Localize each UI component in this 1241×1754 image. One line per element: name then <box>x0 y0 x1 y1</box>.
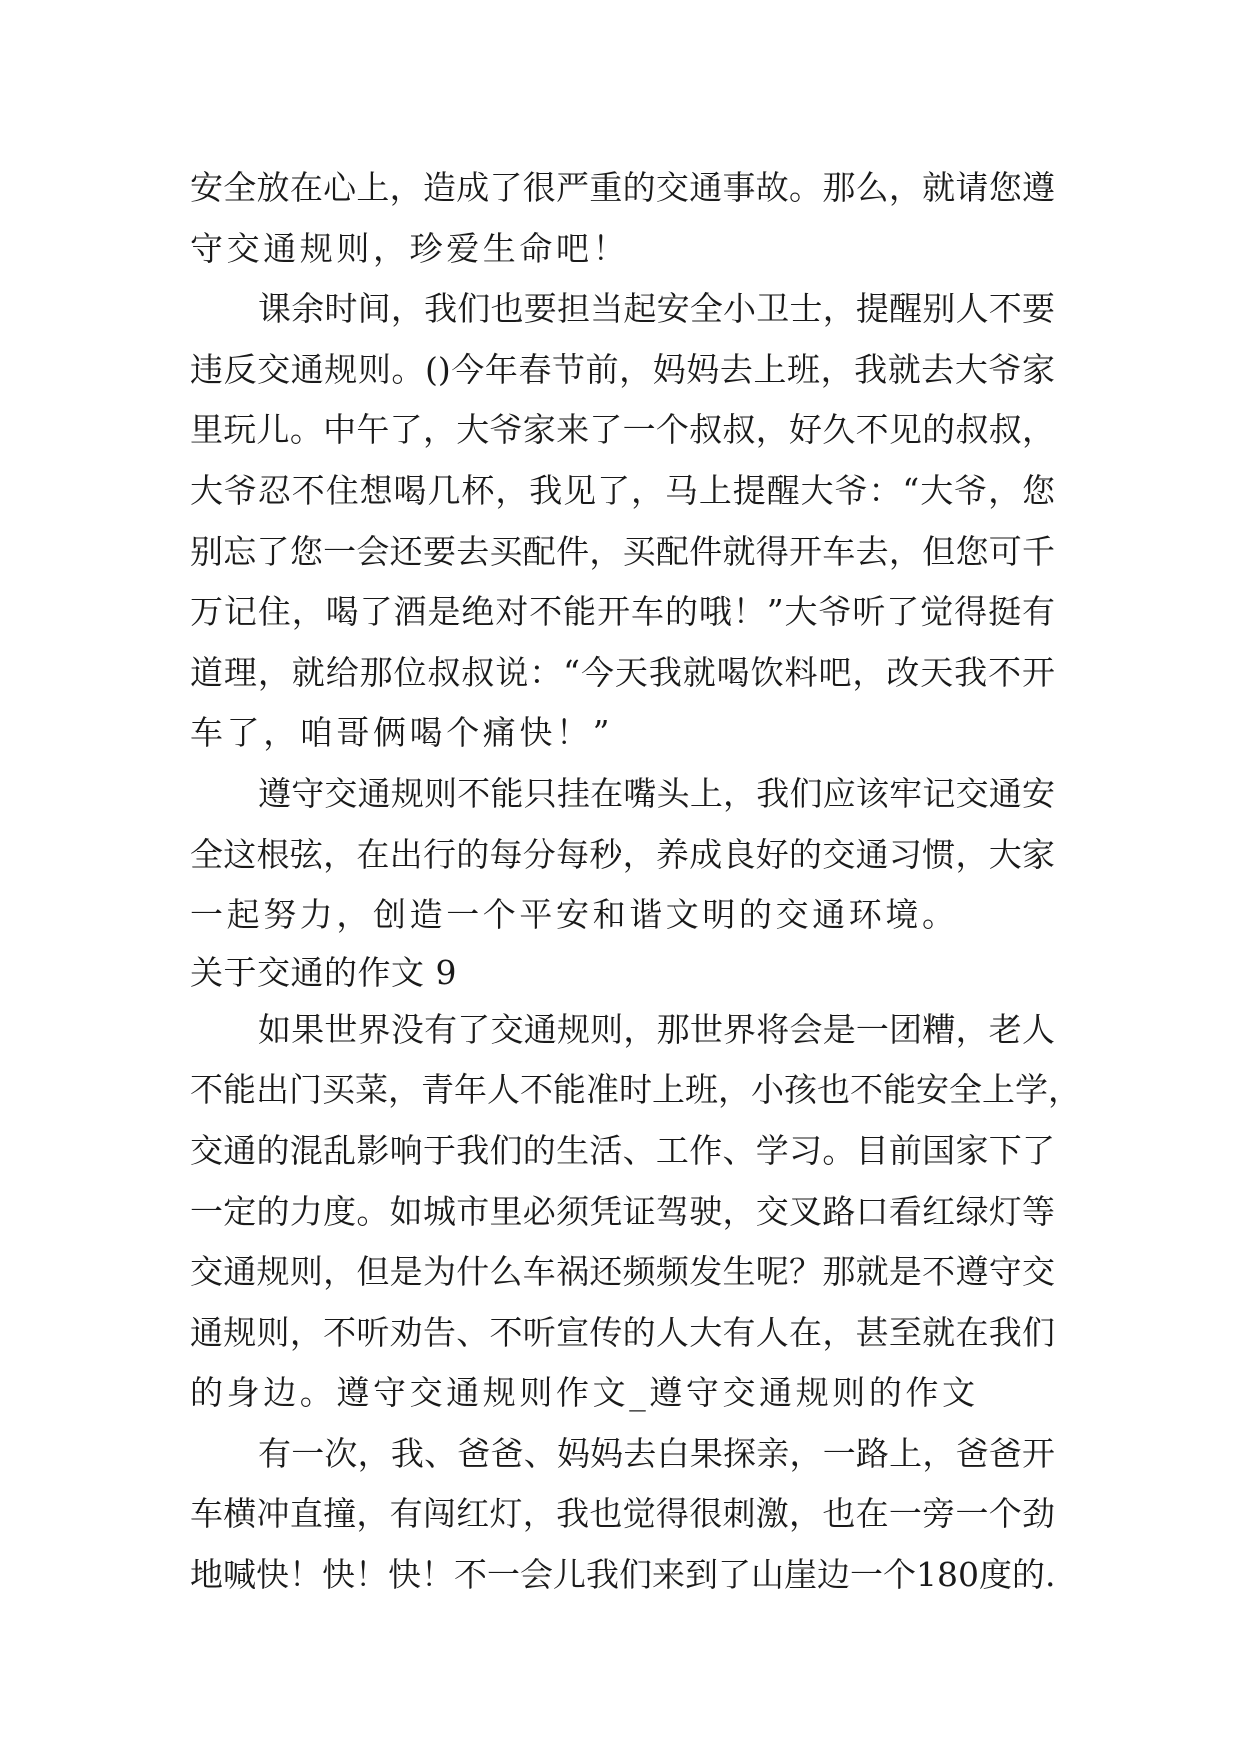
text-line: 里玩儿。中午了，大爷家来了一个叔叔，好久不见的叔叔， <box>190 410 1055 450</box>
text-line: 道理，就给那位叔叔说：“今天我就喝饮料吧，改天我不开 <box>190 652 1055 692</box>
text-line: 地喊快！快！快！不一会儿我们来到了山崖边一个180度的. <box>190 1555 1056 1595</box>
text-line: 交通的混乱影响于我们的生活、工作、学习。目前国家下了 <box>190 1130 1055 1170</box>
text-line: 全这根弦，在出行的每分每秒，养成良好的交通习惯，大家 <box>190 834 1055 874</box>
paragraph-first-line: 遵守交通规则不能只挂在嘴头上，我们应该牢记交通安 <box>258 773 1055 813</box>
text-line: 车横冲直撞，有闯红灯，我也觉得很刺激，也在一旁一个劲 <box>190 1494 1055 1534</box>
text-line: 一定的力度。如城市里必须凭证驾驶，交叉路口看红绿灯等 <box>190 1191 1055 1231</box>
text-line: 交通规则，但是为什么车祸还频频发生呢？那就是不遵守交 <box>190 1252 1055 1292</box>
text-line: 安全放在心上，造成了很严重的交通事故。那么，就请您遵 <box>190 168 1055 207</box>
text-line: 违反交通规则。()今年春节前，妈妈去上班，我就去大爷家 <box>190 349 1055 389</box>
text-line: 通规则，不听劝告、不听宣传的人大有人在，甚至就在我们 <box>190 1312 1055 1352</box>
text-line: 车了，咱哥俩喝个痛快！” <box>190 713 614 753</box>
paragraph-first-line: 如果世界没有了交通规则，那世界将会是一团糟，老人 <box>258 1009 1055 1049</box>
paragraph-first-line: 有一次，我、爸爸、妈妈去白果探亲，一路上，爸爸开 <box>258 1433 1055 1473</box>
text-line: 的身边。遵守交通规则作文_遵守交通规则的作文 <box>190 1373 979 1413</box>
section-heading: 关于交通的作文 9 <box>190 952 457 992</box>
text-line: 大爷忍不住想喝几杯，我见了，马上提醒大爷：“大爷，您 <box>190 470 1055 510</box>
text-line: 万记住，喝了酒是绝对不能开车的哦！”大爷听了觉得挺有 <box>190 592 1055 632</box>
article-body <box>190 158 1081 1606</box>
text-line: 不能出门买菜，青年人不能准时上班，小孩也不能安全上学， <box>190 1070 1081 1110</box>
paragraph-first-line: 课余时间，我们也要担当起安全小卫士，提醒别人不要 <box>258 289 1055 329</box>
text-line: 别忘了您一会还要去买配件，买配件就得开车去，但您可千 <box>190 531 1055 571</box>
text-line: 一起努力，创造一个平安和谐文明的交通环境。 <box>190 895 959 935</box>
text-line: 守交通规则，珍爱生命吧！ <box>190 228 630 268</box>
